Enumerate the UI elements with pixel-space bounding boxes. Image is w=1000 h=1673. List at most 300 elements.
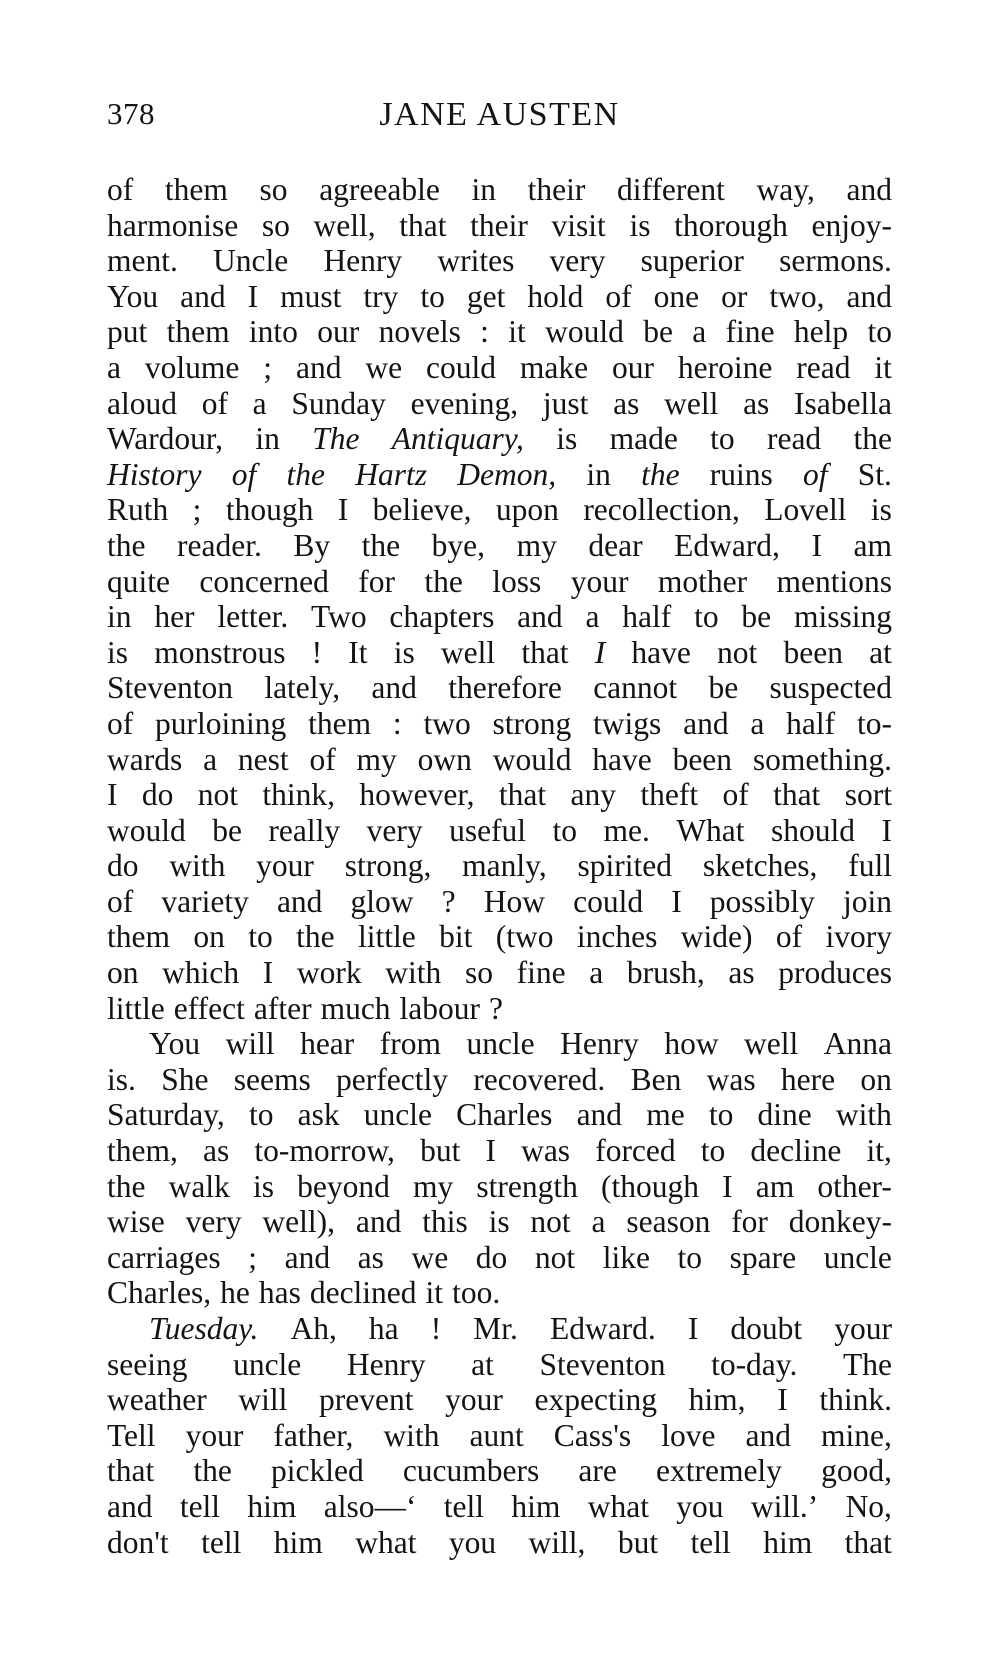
- word: and: [276, 883, 323, 919]
- word: as: [613, 385, 640, 421]
- word: will,: [528, 1524, 586, 1560]
- word: very: [185, 1204, 242, 1240]
- word: as: [357, 1239, 384, 1275]
- word: so: [259, 172, 288, 207]
- word: should: [771, 812, 856, 848]
- word: that: [773, 777, 821, 813]
- word: Edward,: [674, 527, 780, 563]
- word: also—‘: [323, 1488, 417, 1524]
- word: ivory: [825, 919, 892, 955]
- text-line: [107, 1418, 892, 1454]
- word: well,: [313, 207, 376, 243]
- word: of: [231, 456, 257, 492]
- word: you: [676, 1488, 724, 1524]
- word: dear: [588, 527, 643, 563]
- word: father,: [273, 1417, 354, 1453]
- word: the: [107, 1168, 146, 1204]
- word: them: [164, 172, 228, 207]
- word: No,: [845, 1488, 892, 1524]
- word: tell: [690, 1524, 731, 1560]
- word: recollection,: [583, 492, 740, 528]
- word: not: [197, 777, 239, 813]
- word: mentions: [776, 563, 892, 599]
- word: I: [671, 883, 682, 919]
- word: I: [262, 955, 274, 991]
- word: me.: [603, 812, 650, 848]
- text-line: [107, 813, 892, 849]
- word: and: [846, 172, 892, 207]
- word: is: [556, 421, 578, 457]
- word: I: [777, 1382, 788, 1418]
- word: to: [694, 599, 719, 635]
- word: seems: [233, 1061, 311, 1097]
- word: cannot: [593, 670, 678, 706]
- word: a: [252, 385, 267, 421]
- word: their: [527, 172, 586, 207]
- word: at: [869, 634, 892, 670]
- word: weather: [107, 1382, 207, 1418]
- text-line: [107, 1204, 892, 1240]
- word: well),: [262, 1204, 336, 1240]
- text-line: [107, 1133, 892, 1169]
- text-line: [107, 1347, 892, 1383]
- word: from: [379, 1026, 441, 1062]
- word: a: [203, 741, 218, 777]
- word: of: [107, 705, 134, 741]
- text-line: [107, 1453, 892, 1489]
- word: chapters: [389, 599, 495, 635]
- word: own: [417, 741, 472, 777]
- word: one: [653, 278, 700, 314]
- word: here: [780, 1061, 836, 1097]
- word: will: [238, 1382, 288, 1418]
- word: has: [258, 1275, 301, 1311]
- word: effect: [173, 990, 245, 1026]
- word: :: [480, 314, 489, 350]
- word: is: [252, 1168, 274, 1204]
- word: ruins: [709, 456, 773, 492]
- word: Hartz: [355, 456, 427, 492]
- word: in: [107, 599, 132, 635]
- word: prevent: [319, 1382, 414, 1418]
- word: strong,: [344, 848, 432, 884]
- text-line: [107, 350, 892, 386]
- word: recovered.: [473, 1061, 606, 1097]
- word: Cass's: [553, 1417, 632, 1453]
- text-line: [107, 1169, 892, 1205]
- word: is.: [107, 1061, 136, 1097]
- word: that: [399, 207, 447, 243]
- word: your: [570, 563, 629, 599]
- word: uncle: [823, 1239, 892, 1275]
- word: visit: [551, 207, 606, 243]
- word: but: [420, 1133, 461, 1169]
- word: him: [247, 1488, 297, 1524]
- word: theft: [640, 777, 699, 813]
- text-line: [107, 528, 892, 564]
- word: well: [664, 385, 719, 421]
- word: doubt: [730, 1311, 803, 1346]
- word: really: [268, 812, 341, 848]
- word: him,: [688, 1382, 746, 1418]
- word: would: [107, 812, 186, 848]
- word: something.: [752, 741, 892, 777]
- word: and: [517, 599, 563, 635]
- word: ?: [489, 990, 504, 1026]
- word: a: [750, 705, 765, 741]
- word: spare: [729, 1239, 797, 1275]
- word: is: [870, 492, 892, 528]
- word: on: [193, 919, 225, 955]
- word: the: [296, 919, 335, 955]
- word: bit: [439, 919, 473, 955]
- word: Tuesday.: [149, 1311, 259, 1346]
- word: evening,: [410, 385, 519, 421]
- word: I: [687, 1311, 699, 1346]
- word: with: [385, 955, 442, 991]
- word: after: [253, 990, 312, 1026]
- word: You: [107, 278, 159, 314]
- word: it,: [866, 1133, 892, 1169]
- word: missing: [793, 599, 892, 635]
- word: you: [448, 1524, 497, 1560]
- word: been: [672, 741, 733, 777]
- word: is: [393, 634, 415, 670]
- word: Ah,: [290, 1311, 337, 1346]
- word: must: [280, 278, 342, 314]
- word: mother: [657, 563, 748, 599]
- word: letter.: [217, 599, 289, 635]
- word: Steventon: [107, 670, 233, 706]
- word: harmonise: [107, 207, 239, 243]
- text-line: [107, 492, 892, 528]
- word: Charles: [456, 1097, 553, 1133]
- word: upon: [495, 492, 559, 528]
- word: our: [317, 314, 360, 350]
- word: nest: [237, 741, 289, 777]
- word: the: [107, 527, 146, 563]
- word: make: [519, 349, 589, 385]
- word: him: [763, 1524, 813, 1560]
- word: be: [643, 314, 673, 350]
- word: reader.: [177, 527, 262, 563]
- word: we: [411, 1239, 449, 1275]
- word: believe,: [372, 492, 472, 528]
- word: that: [498, 777, 547, 813]
- word: brush,: [626, 955, 705, 991]
- word: loss: [492, 563, 542, 599]
- word: your: [834, 1311, 892, 1346]
- word: volume: [144, 349, 240, 385]
- word: I: [247, 278, 259, 314]
- word: half: [786, 705, 836, 741]
- word: Isabella: [794, 385, 892, 421]
- page-number: 378: [107, 96, 155, 131]
- text-line: [107, 1311, 892, 1347]
- word: and: [355, 1204, 402, 1240]
- word: and: [576, 1097, 623, 1133]
- word: my: [516, 527, 557, 563]
- word: agreeable: [319, 172, 440, 207]
- word: Mr.: [473, 1311, 518, 1346]
- word: and: [284, 1239, 331, 1275]
- word: think,: [262, 777, 336, 813]
- word: though: [225, 492, 314, 528]
- word: them: [166, 314, 230, 350]
- text-line: [107, 1382, 892, 1418]
- text-line: [107, 457, 892, 493]
- word: think.: [819, 1382, 892, 1418]
- word: :: [392, 705, 402, 741]
- word: with: [169, 848, 226, 884]
- text-line: [107, 1489, 892, 1525]
- text-line: [107, 777, 892, 813]
- word: Edward.: [549, 1311, 656, 1346]
- word: possibly: [709, 883, 815, 919]
- word: carriages: [107, 1239, 221, 1275]
- word: am: [853, 527, 892, 563]
- word: of: [107, 172, 134, 207]
- word: him: [511, 1488, 561, 1524]
- word: not: [717, 634, 758, 670]
- word: our: [612, 349, 655, 385]
- word: your: [256, 848, 314, 884]
- word: uncle: [363, 1097, 433, 1133]
- word: to: [552, 812, 578, 848]
- text-line: [107, 1240, 892, 1276]
- word: hear: [300, 1026, 355, 1062]
- word: but: [617, 1524, 659, 1560]
- word: decline: [750, 1133, 842, 1169]
- word: that: [521, 634, 569, 670]
- word: do: [475, 1239, 508, 1275]
- text-line: [107, 884, 892, 920]
- word: variety: [161, 883, 249, 919]
- word: uncle: [466, 1026, 535, 1062]
- word: put: [107, 314, 148, 350]
- word: a: [589, 955, 604, 991]
- word: love: [661, 1417, 716, 1453]
- word: how: [664, 1026, 719, 1062]
- word: a: [692, 314, 707, 350]
- word: I: [594, 634, 606, 670]
- word: of: [803, 456, 828, 492]
- word: Henry: [323, 243, 403, 279]
- word: so: [464, 955, 493, 991]
- word: have: [592, 741, 652, 777]
- text-line: [107, 955, 892, 991]
- word: and: [107, 1488, 153, 1524]
- word: beyond: [297, 1168, 390, 1204]
- word: Demon,: [457, 456, 557, 492]
- word: spirited: [577, 848, 673, 884]
- word: You: [149, 1026, 201, 1062]
- word: different: [617, 172, 725, 207]
- text-line: [107, 635, 892, 671]
- word: the: [641, 456, 680, 492]
- word: wide): [680, 919, 753, 955]
- word: Two: [311, 599, 367, 635]
- word: well: [744, 1026, 799, 1062]
- word: strength: [476, 1168, 578, 1204]
- word: forced: [595, 1133, 676, 1169]
- word: as: [203, 1133, 230, 1169]
- text-line: [107, 706, 892, 742]
- word: Sunday: [291, 385, 386, 421]
- word: Tell: [107, 1417, 156, 1453]
- word: well: [440, 634, 496, 670]
- word: good,: [821, 1453, 892, 1489]
- word: therefore: [448, 670, 562, 706]
- word: wise: [107, 1204, 165, 1240]
- word: hold: [527, 278, 584, 314]
- word: I: [107, 777, 118, 813]
- word: my: [356, 741, 397, 777]
- word: enjoy-: [811, 207, 892, 243]
- word: be: [212, 812, 242, 848]
- word: thorough: [674, 207, 788, 243]
- word: fine: [725, 314, 775, 350]
- word: a: [591, 1204, 606, 1240]
- word: as: [728, 955, 755, 991]
- word: sermons.: [779, 243, 892, 279]
- text-line: [107, 1275, 892, 1311]
- word: superior: [640, 243, 744, 279]
- word: to: [710, 421, 735, 457]
- word: labour: [399, 990, 481, 1026]
- word: the: [361, 527, 401, 563]
- word: concerned: [199, 563, 329, 599]
- word: on: [860, 1061, 892, 1097]
- text-line: [107, 1026, 892, 1062]
- word: lately,: [264, 670, 341, 706]
- page-header: [107, 96, 892, 140]
- word: sketches,: [702, 848, 818, 884]
- word: not: [534, 1239, 576, 1275]
- word: Charles,: [107, 1275, 212, 1311]
- word: my: [412, 1168, 454, 1204]
- word: glow: [350, 883, 414, 919]
- word: be: [708, 670, 739, 706]
- word: two: [423, 705, 471, 741]
- word: perfectly: [336, 1061, 448, 1097]
- word: produces: [778, 955, 892, 991]
- word: declined: [309, 1275, 417, 1311]
- word: other-: [817, 1168, 892, 1204]
- word: to: [700, 1133, 726, 1169]
- word: that: [844, 1524, 892, 1560]
- word: with: [835, 1097, 892, 1133]
- word: what: [587, 1488, 649, 1524]
- word: was: [521, 1133, 571, 1169]
- word: quite: [107, 563, 170, 599]
- text-line: [107, 172, 892, 208]
- word: in: [586, 456, 611, 492]
- word: little: [358, 919, 416, 955]
- word: a: [107, 349, 121, 385]
- word: twigs: [593, 705, 662, 741]
- word: at: [471, 1346, 494, 1382]
- word: is: [107, 634, 129, 670]
- word: uncle: [233, 1346, 302, 1382]
- word: fine: [516, 955, 566, 991]
- word: to: [677, 1239, 703, 1275]
- word: and: [683, 705, 729, 741]
- text-line: [107, 991, 892, 1027]
- word: been: [783, 634, 843, 670]
- word: I: [881, 812, 892, 848]
- word: manly,: [462, 848, 547, 884]
- word: not: [530, 1204, 571, 1240]
- word: help: [793, 314, 849, 350]
- word: me: [646, 1097, 685, 1133]
- word: of: [309, 741, 336, 777]
- word: heroine: [677, 349, 773, 385]
- word: !: [430, 1311, 442, 1346]
- word: read: [796, 349, 851, 385]
- word: of: [201, 385, 228, 421]
- word: expecting: [534, 1382, 657, 1418]
- word: tell: [201, 1524, 242, 1560]
- word: half: [622, 599, 672, 635]
- word: Ruth: [107, 492, 169, 528]
- word: any: [570, 777, 616, 813]
- word: and: [846, 278, 892, 314]
- word: be: [741, 599, 772, 635]
- word: would: [545, 314, 624, 350]
- word: and: [371, 670, 417, 706]
- word: History: [107, 456, 202, 492]
- text-line: [107, 742, 892, 778]
- word: monstrous: [154, 634, 286, 670]
- word: this: [422, 1204, 468, 1240]
- word: am: [755, 1168, 795, 1204]
- text-line: [107, 1525, 892, 1561]
- word: The: [312, 421, 360, 457]
- text-line: [107, 1097, 892, 1133]
- word: Wardour,: [107, 421, 224, 457]
- word: Antiquary,: [391, 421, 524, 457]
- word: as: [743, 385, 770, 421]
- word: writes: [437, 243, 515, 279]
- word: suspected: [769, 670, 892, 706]
- word: Henry: [560, 1026, 639, 1062]
- word: too.: [452, 1275, 501, 1311]
- word: ;: [263, 349, 273, 385]
- text-line: [107, 314, 892, 350]
- text-line: [107, 208, 892, 244]
- word: I: [485, 1133, 496, 1169]
- word: extremely: [655, 1453, 782, 1489]
- text-line: [107, 670, 892, 706]
- word: or: [721, 278, 748, 314]
- word: Steventon: [539, 1346, 666, 1382]
- word: ;: [192, 492, 202, 528]
- word: season: [626, 1204, 711, 1240]
- word: them: [308, 705, 372, 741]
- text-line: [107, 564, 892, 600]
- word: her: [154, 599, 195, 635]
- word: and: [295, 349, 342, 385]
- word: will: [225, 1026, 275, 1062]
- word: very: [366, 812, 423, 848]
- word: What: [676, 812, 745, 848]
- word: of: [107, 883, 134, 919]
- word: into: [248, 314, 298, 350]
- word: much: [320, 990, 391, 1026]
- word: just: [542, 385, 589, 421]
- word: She: [161, 1061, 209, 1097]
